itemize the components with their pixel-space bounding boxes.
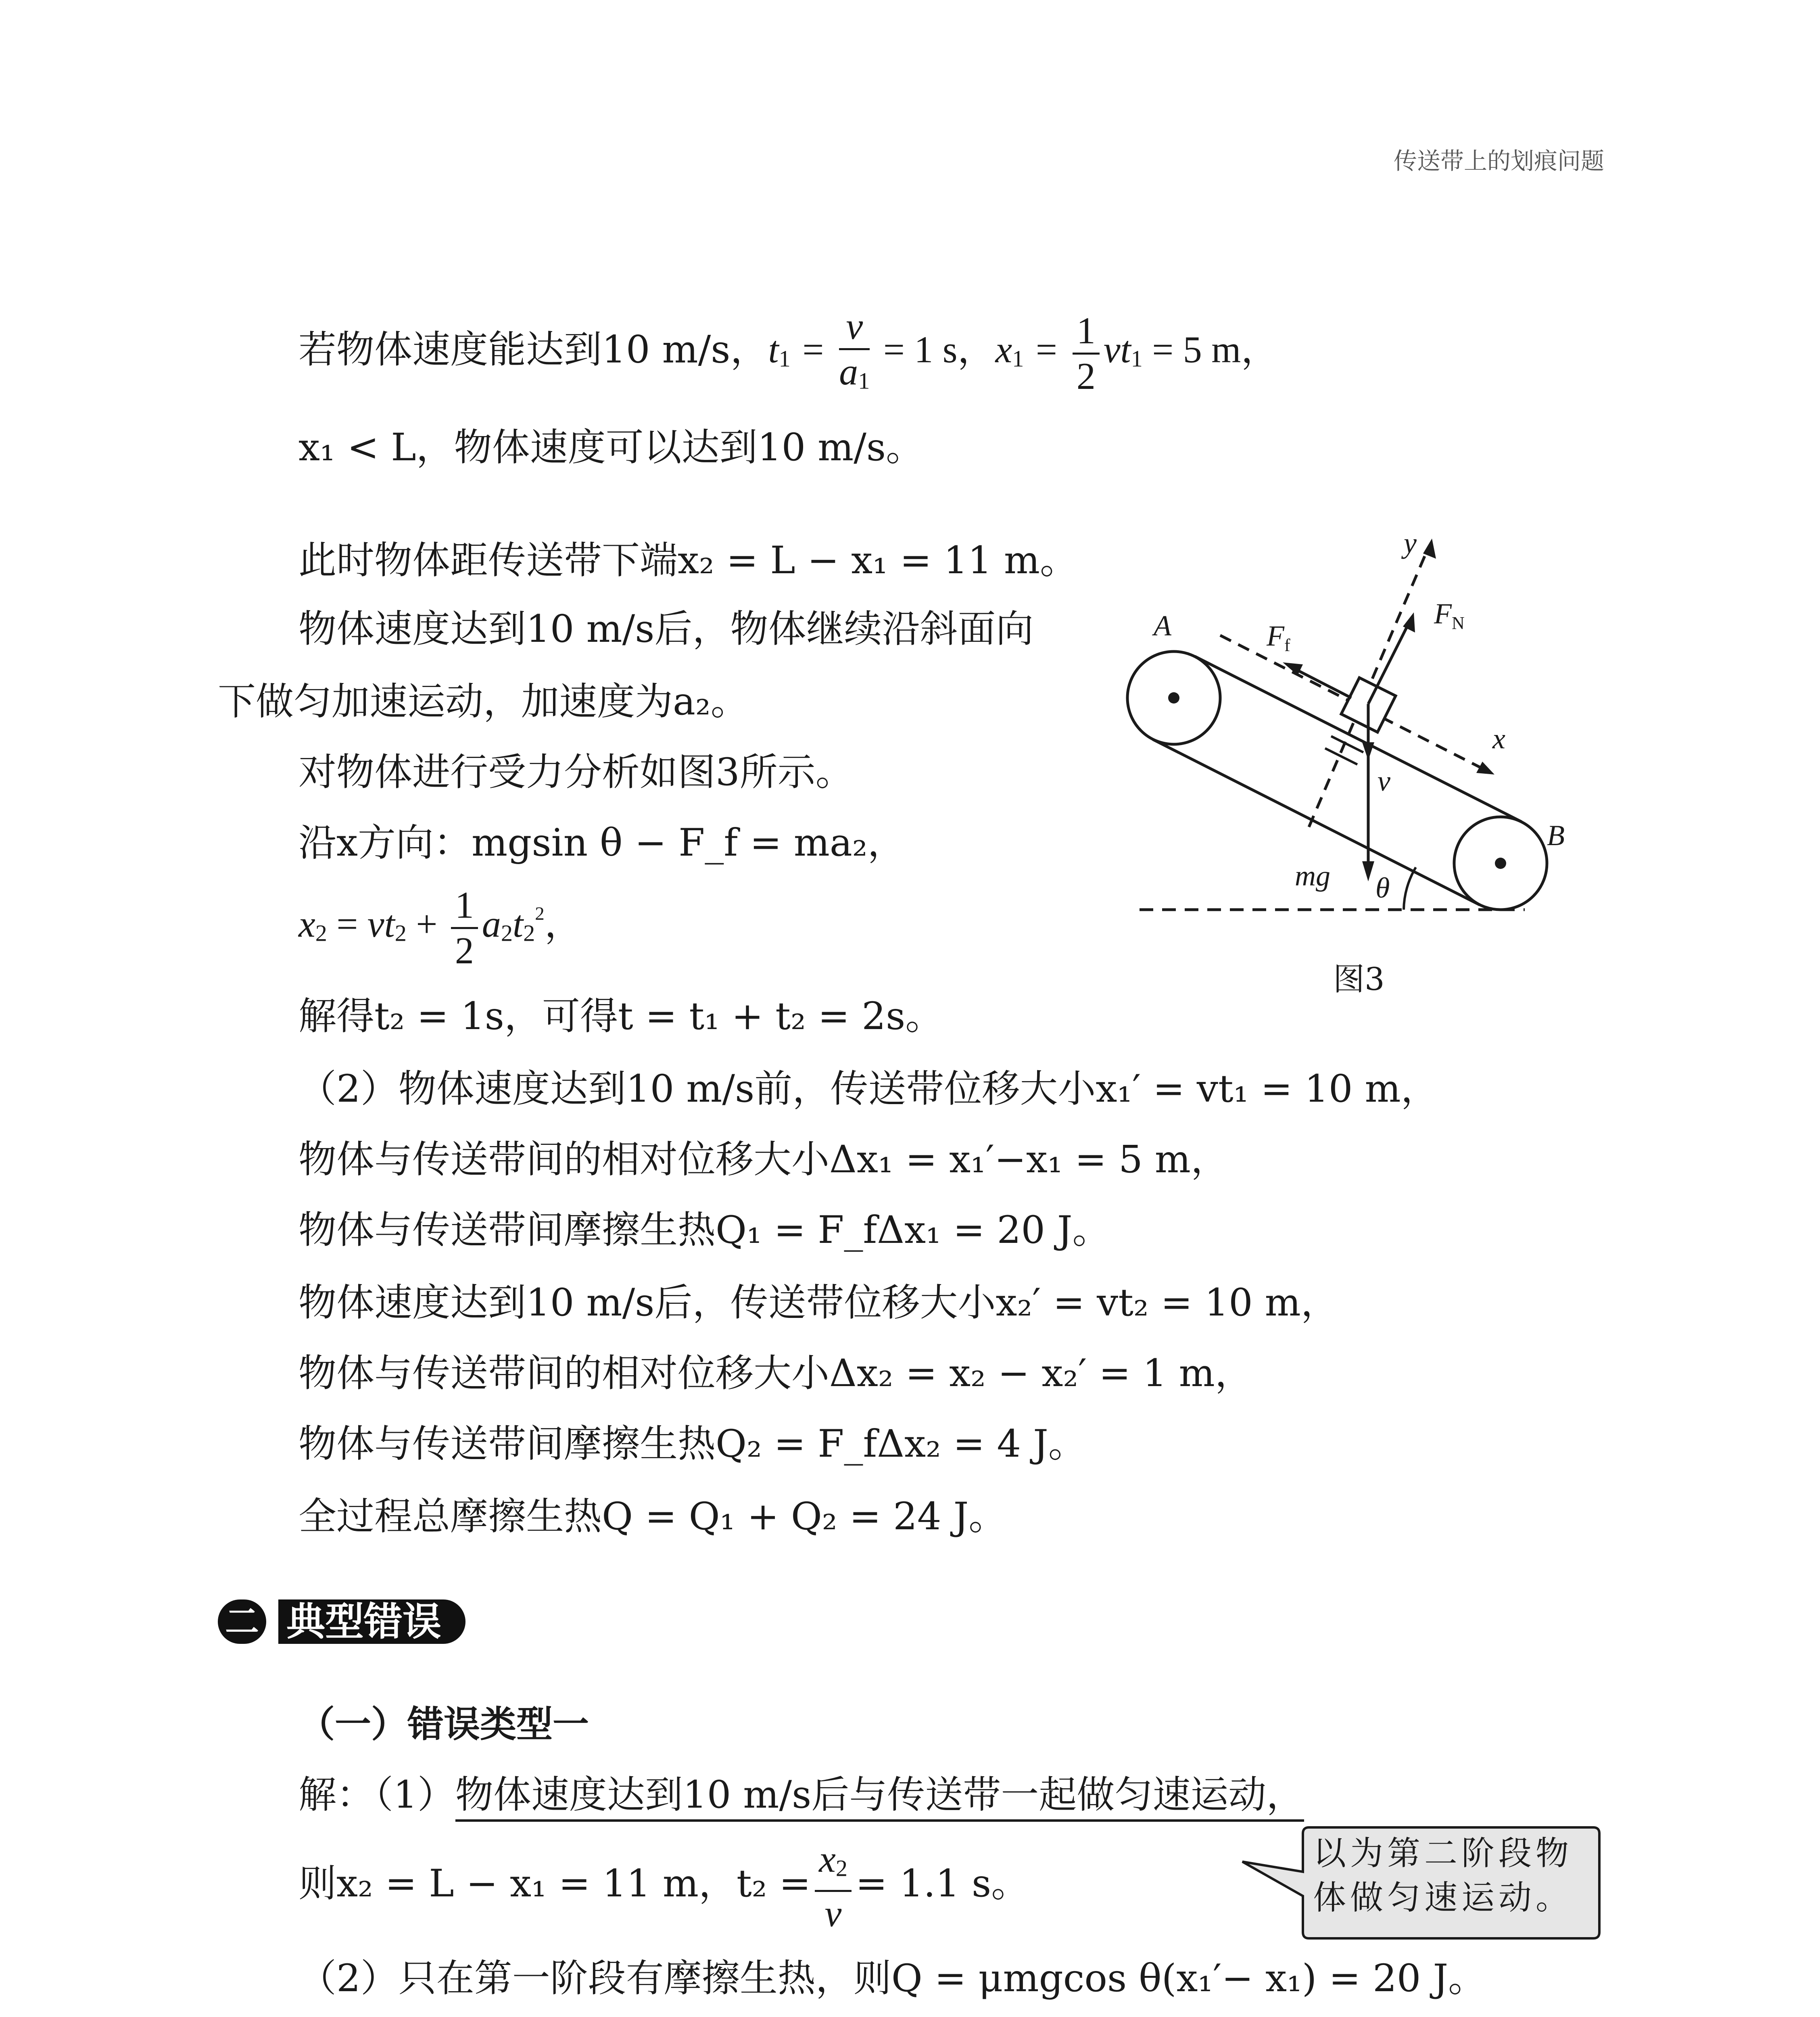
error1-line2-prefix: 则x₂ = L − x₁ = 11 m，t₂ =	[298, 1862, 811, 1906]
text-line-11: 物体与传送带间的相对位移大小Δx₁ = x₁′−x₁ = 5 m，	[298, 1138, 1229, 1182]
text-line-7: 沿x方向：mgsin θ − F_f = ma₂，	[298, 821, 906, 865]
error1-line2: 则x₂ = L − x₁ = 11 m，t₂ = $\frac{x2}{v}$ = 1.1 s。	[298, 1838, 1029, 1935]
label-x: x	[1492, 722, 1505, 755]
error1-heading: （一）错误类型一	[298, 1703, 589, 1746]
figure-caption: 图3	[1333, 961, 1385, 998]
text-line-3: 此时物体距传送带下端x₂ = L − x₁ = 11 m。	[298, 539, 1078, 583]
error1-line2-suffix: = 1.1 s。	[855, 1862, 1029, 1906]
section-heading	[218, 1595, 500, 1644]
text-line-16: 全过程总摩擦生热Q = Q₁ + Q₂ = 24 J。	[298, 1495, 1007, 1539]
label-mg: mg	[1295, 860, 1330, 892]
friction-arrow	[1291, 667, 1351, 698]
text-line-4: 物体速度达到10 m/s后，物体继续沿斜面向	[298, 607, 1034, 651]
text-line-12: 物体与传送带间摩擦生热Q₁ = F_fΔx₁ = 20 J。	[298, 1208, 1110, 1252]
formula-t1: t1 = $\frac{v}{a1}$ = 1 s，x1 = $\frac{1}{2}$ vt1 = 5 m，	[768, 305, 1279, 398]
text-line-2: x₁ < L，物体速度可以达到10 m/s。	[298, 426, 924, 470]
label-y: y	[1404, 527, 1417, 559]
text-line-13: 物体速度达到10 m/s后，传送带位移大小x₂′ = vt₂ = 10 m，	[298, 1281, 1339, 1325]
formula-x2: x2 = vt2 + $\frac{1}{2}$ $a2t2^2$，	[298, 884, 582, 972]
running-header: 传送带上的划痕问题	[1394, 147, 1605, 175]
label-v: v	[1378, 765, 1390, 797]
angle-arc	[1404, 867, 1416, 910]
text-line-1	[298, 305, 1279, 403]
error1-line3: （2）只在第一阶段有摩擦生热，则Q = μmgcos θ(x₁′− x₁) = 20 J。	[298, 1956, 1486, 2000]
label-b: B	[1547, 819, 1565, 852]
line1-prefix: 若物体速度能达到10 m/s，	[298, 328, 768, 372]
label-fn: FN	[1434, 597, 1465, 633]
text-line-15: 物体与传送带间摩擦生热Q₂ = F_fΔx₂ = 4 J。	[298, 1422, 1086, 1466]
error1-line1-prefix: 解：（1）	[298, 1773, 455, 1817]
error1-line1	[298, 1771, 1304, 1819]
text-line-6: 对物体进行受力分析如图3所示。	[298, 750, 854, 794]
section-title: 典型错误	[278, 1599, 465, 1644]
error1-underlined: 物体速度达到10 m/s后与传送带一起做匀速运动，	[455, 1773, 1304, 1822]
text-line-9: 解得t₂ = 1s，可得t = t₁ + t₂ = 2s。	[298, 994, 943, 1038]
figure-3-diagram	[1121, 520, 1585, 1004]
label-ff: Ff	[1267, 620, 1290, 655]
text-line-10: （2）物体速度达到10 m/s前，传送带位移大小x₁′ = vt₁ = 10 m，	[298, 1067, 1439, 1111]
callout-1-text: 以为第二阶段物体做匀速运动。	[1313, 1834, 1573, 1917]
text-line-5: 下做匀加速运动，加速度为a₂。	[218, 680, 749, 724]
label-a: A	[1154, 610, 1171, 642]
section-number: 二	[218, 1599, 266, 1644]
text-line-14: 物体与传送带间的相对位移大小Δx₂ = x₂ − x₂′ = 1 m，	[298, 1351, 1253, 1395]
label-theta: θ	[1375, 872, 1390, 904]
